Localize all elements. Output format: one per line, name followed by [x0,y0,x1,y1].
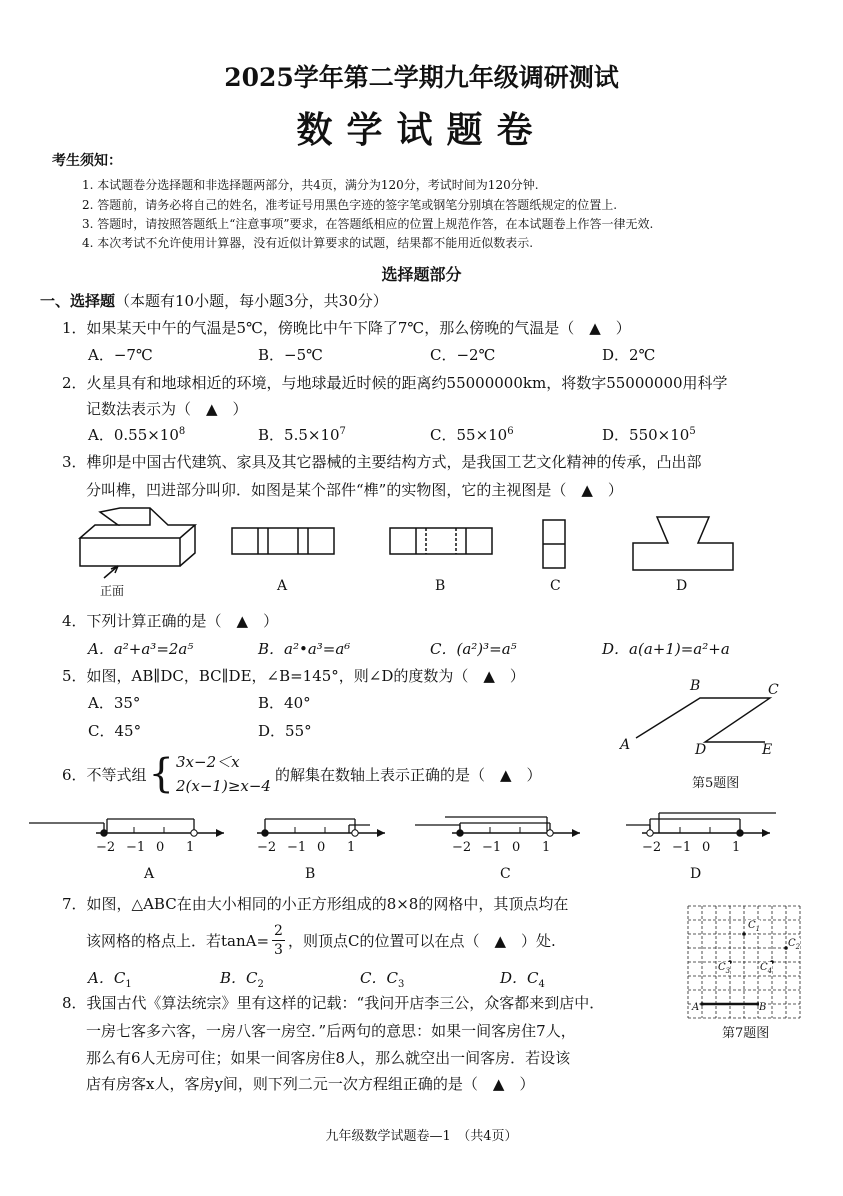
grid-point [700,1002,704,1006]
exam-title: 2025学年第二学期九年级调研测试 [224,63,619,92]
question-8-line4: 店有房客x人，客房y间，则下列二元一次方程组正确的是（ ▲ ） [86,1075,535,1093]
question-8-line1: 8．我国古代《算法统宗》里有这样的记载：“我问开店李三公，众客都来到店中． [62,994,605,1012]
question-5: 5．如图，AB∥DC，BC∥DE，∠B=145°，则∠D的度数为（ ▲ ） [62,667,525,685]
page-footer: 九年级数学试题卷—1 （共4页） [325,1129,518,1144]
q1-option-d: D．2℃ [602,346,656,364]
q3-label-a: A [277,578,288,594]
q5-point-d: D [695,742,707,758]
question-1: 1．如果某天中午的气温是5℃，傍晚比中午下降了7℃，那么傍晚的气温是（ ▲ ） [62,319,631,337]
q5-option-b: B．40° [258,694,311,712]
notice-item: 1. 本试题卷分选择题和非选择题两部分，共4页，满分为120分，考试时间为120分钟. [82,178,539,192]
tick-label: 1 [186,840,195,855]
tick-label: −2 [452,840,472,855]
question-7-line2a: 该网格的格点上．若tanA= [86,931,270,950]
question-2-line2: 记数法表示为（ ▲ ） [86,400,248,418]
notice-item: 2. 答题前，请务必将自己的姓名，准考证号用黑色字迹的签字笔或钢笔分别填在答题纸规定的位置上. [82,198,618,212]
question-8-line2: 一房七客多六客，一房八客一房空．”后两句的意思：如果一间客房住7人， [86,1022,576,1040]
tick-label: −1 [482,840,502,855]
tick-label: 0 [156,840,165,855]
grid-point-label: $C_3$ [718,962,731,975]
q1-option-a: A．−7℃ [88,346,153,364]
q4-option-d: D．a(a+1)=a²+a [602,640,730,658]
question-8-line3: 那么有6人无房可住；如果一间客房住8人，那么就空出一间客房．若设该 [86,1049,571,1067]
q5-point-c: C [768,682,779,698]
q6-inequality-1: 3x−2＜x [176,753,240,771]
tick-label: 0 [512,840,521,855]
q6-prefix: 6．不等式组 [62,765,147,784]
q6-option-label: A [144,866,155,882]
tick-label: 1 [347,840,356,855]
part-heading-bold: 一、选择题 [40,292,116,310]
notice-item: 4. 本次考试不允许使用计算器，没有近似计算要求的试题，结果都不能用近似数表示. [82,236,534,250]
q2-option-d: D．$550\times 10^5$ [602,426,696,444]
question-3-line1: 3．榫卯是中国古代建筑、家具及其它器械的主要结构方式，是我国工艺文化精神的传承，凸出部 [62,453,702,471]
grid-point-label: $C_4$ [760,962,773,975]
q2-option-c: C．$55\times 10^6$ [430,426,514,444]
q6-option-label: B [305,866,316,882]
q2-option-a: A．$0.55\times 10^8$ [88,426,186,444]
q5-point-a: A [620,737,631,753]
tick-label: 1 [732,840,741,855]
tick-label: −1 [672,840,692,855]
grid-point-label: $C_2$ [788,938,801,951]
tick-label: −2 [96,840,116,855]
q3-label-b: B [435,578,446,594]
question-3-line2: 分叫榫，凹进部分叫卯．如图是某个部件“榫”的实物图，它的主视图是（ ▲ ） [86,481,623,499]
q7-option-d: D．$C_4$ [500,969,545,990]
q5-point-b: B [690,678,701,694]
brace: { [148,751,174,797]
tick-label: −2 [642,840,662,855]
tick-label: −2 [257,840,277,855]
q4-option-a: A．a²+a³=2a⁵ [88,640,194,658]
question-7-line2b: ，则顶点C的位置可以在点（ ▲ ）处. [287,931,556,950]
tick-label: 1 [542,840,551,855]
q3-label-c: C [550,578,561,594]
q2-option-b: B．$5.5\times 10^7$ [258,426,346,444]
part-heading-rest: （本题有10小题，每小题3分，共30分） [115,292,388,310]
q5-option-a: A．35° [88,694,141,712]
tick-label: −1 [287,840,307,855]
q5-point-e: E [762,742,773,758]
q6-option-label: D [690,866,702,882]
grid-point-label: A [692,1002,700,1013]
notice-item: 3. 答题时，请按照答题纸上“注意事项”要求，在答题纸相应的位置上规范作答，在本试题卷上作答一律无效. [82,217,654,231]
q4-option-b: B．a²•a³=a⁶ [258,640,351,658]
q4-option-c: C．(a²)³=a⁵ [430,640,517,658]
grid-point [742,932,746,936]
exam-subtitle: 数学试题卷 [296,109,547,151]
fraction-denominator: 3 [274,941,283,958]
notice-heading: 考生须知： [52,153,122,169]
q6-inequality-2: 2(x−1)≥x−4 [176,777,271,795]
section-title: 选择题部分 [381,265,462,284]
fraction-numerator: 2 [274,922,283,939]
grid-point-label: $C_1$ [748,920,761,933]
q5-option-c: C．45° [88,722,142,740]
q1-option-c: C．−2℃ [430,346,496,364]
q5-option-d: D．55° [258,722,312,740]
q7-caption: 第7题图 [722,1026,770,1041]
question-4: 4．下列计算正确的是（ ▲ ） [62,612,279,630]
q6-option-label: C [500,866,511,882]
q6-suffix: 的解集在数轴上表示正确的是（ ▲ ） [274,765,542,784]
question-7-line1: 7．如图，△ABC在由大小相同的小正方形组成的8×8的网格中，其顶点均在 [62,895,569,913]
q1-option-b: B．−5℃ [258,346,323,364]
q3-label-d: D [676,578,688,594]
tick-label: 0 [702,840,711,855]
q7-option-b: B．$C_2$ [220,969,264,990]
grid-point-label: B [759,1002,767,1013]
q5-caption: 第5题图 [692,776,740,791]
front-label: 正面 [100,584,125,598]
question-2-line1: 2．火星具有和地球相近的环境，与地球最近时候的距离约55000000km，将数字55000000用科学 [62,374,728,392]
q7-option-a: A．$C_1$ [88,969,132,990]
tick-label: 0 [317,840,326,855]
q7-option-c: C．$C_3$ [360,969,405,990]
tick-label: −1 [126,840,146,855]
